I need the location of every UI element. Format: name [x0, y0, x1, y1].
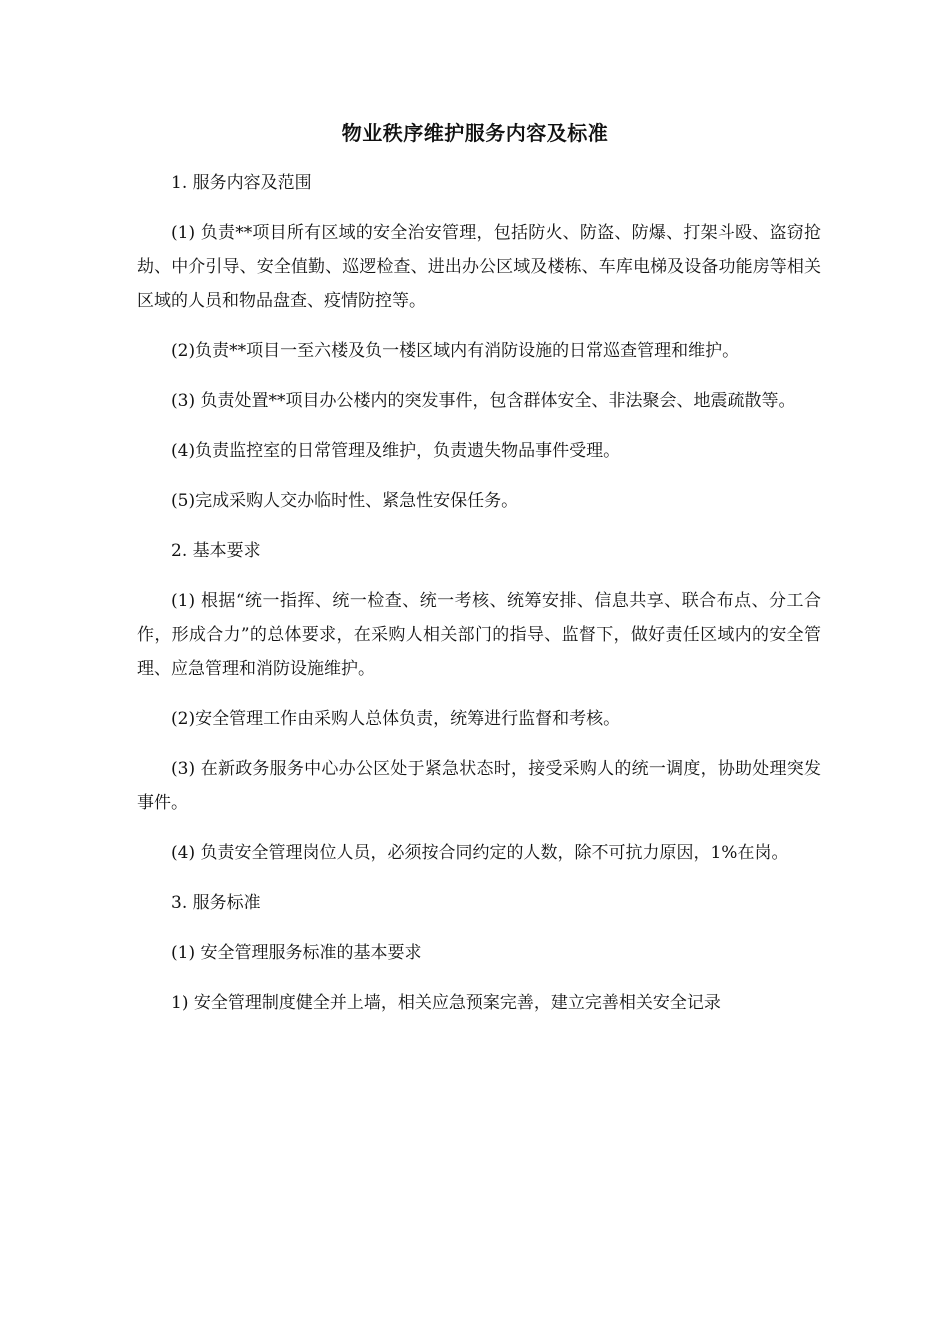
paragraph: (2)负责**项目一至六楼及负一楼区域内有消防设施的日常巡查管理和维护。 — [171, 341, 740, 361]
paragraph: 1) 安全管理制度健全并上墙，相关应急预案完善，建立完善相关安全记录 — [171, 993, 721, 1013]
document-body — [137, 166, 821, 1036]
section-heading-3: 3. 服务标准 — [171, 893, 261, 913]
paragraph: (1) 根据“统一指挥、统一检查、统一考核、统筹安排、信息共享、联合布点、分工合作，形成合力”的总体要求，在采购人相关部门的指导、监督下，做好责任区域内的安全管理、应急管理和消防设施维护。 — [137, 591, 821, 679]
paragraph: (5)完成采购人交办临时性、紧急性安保任务。 — [171, 491, 519, 511]
section-heading-1: 1. 服务内容及范围 — [171, 173, 312, 193]
paragraph: (4)负责监控室的日常管理及维护，负责遗失物品事件受理。 — [171, 441, 621, 461]
paragraph: (1) 安全管理服务标准的基本要求 — [171, 943, 422, 963]
paragraph: (3) 在新政务服务中心办公区处于紧急状态时，接受采购人的统一调度，协助处理突发事件。 — [137, 759, 821, 813]
document-title: 物业秩序维护服务内容及标准 — [341, 121, 609, 145]
paragraph: (3) 负责处置**项目办公楼内的突发事件，包含群体安全、非法聚会、地震疏散等。 — [171, 391, 796, 411]
section-heading-2: 2. 基本要求 — [171, 541, 261, 561]
paragraph: (2)安全管理工作由采购人总体负责，统筹进行监督和考核。 — [171, 709, 621, 729]
paragraph: (1) 负责**项目所有区域的安全治安管理，包括防火、防盗、防爆、打架斗殴、盗窃抢劫、中介引导、安全值勤、巡逻检查、进出办公区域及楼栋、车库电梯及设备功能房等相关区域的人员和物品盘查、疫情防控等。 — [137, 223, 821, 311]
paragraph: (4) 负责安全管理岗位人员，必须按合同约定的人数，除不可抗力原因，1%在岗。 — [171, 843, 789, 863]
